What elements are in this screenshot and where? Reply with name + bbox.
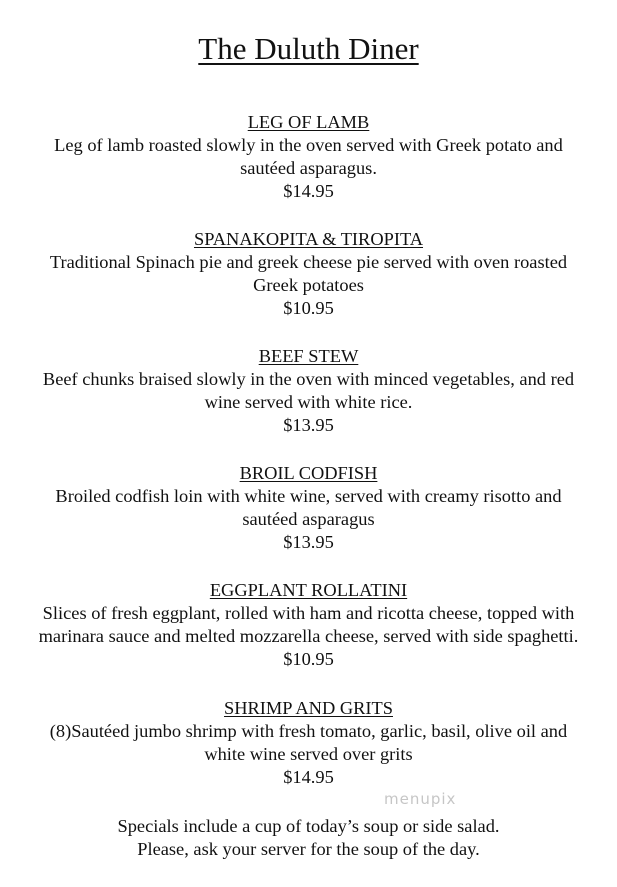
item-name: BEEF STEW [258, 346, 359, 366]
item-price: $14.95 [283, 767, 334, 787]
page-title [0, 30, 617, 68]
item-price: $13.95 [283, 415, 334, 435]
menu-item [0, 228, 617, 320]
item-name: BROIL CODFISH [239, 463, 378, 483]
menu-item [0, 462, 617, 554]
footer-line: Please, ask your server for the soup of the day. [137, 839, 480, 859]
item-price: $10.95 [283, 649, 334, 669]
item-price: $13.95 [283, 532, 334, 552]
item-name: SPANAKOPITA & TIROPITA [193, 229, 424, 249]
item-description: (8)Sautéed jumbo shrimp with fresh tomato, garlic, basil, olive oil and white wine served over grits [49, 721, 568, 764]
menu-item [0, 697, 617, 789]
item-name: LEG OF LAMB [247, 112, 370, 132]
item-description: Beef chunks braised slowly in the oven with minced vegetables, and red wine served with white rice. [42, 369, 575, 412]
watermark: menupix [384, 790, 457, 808]
item-name: SHRIMP AND GRITS [224, 698, 393, 718]
menu-item [0, 111, 617, 203]
menu-item [0, 579, 617, 671]
item-description: Slices of fresh eggplant, rolled with ham and ricotta cheese, topped with marinara sauce and melted mozzarella cheese, served with side spaghetti. [38, 603, 579, 646]
item-price: $14.95 [283, 181, 334, 201]
restaurant-name: The Duluth Diner [198, 31, 419, 66]
item-name: EGGPLANT ROLLATINI [209, 580, 408, 600]
menu-item [0, 345, 617, 437]
item-description: Traditional Spinach pie and greek cheese pie served with oven roasted Greek potatoes [49, 252, 568, 295]
item-description: Leg of lamb roasted slowly in the oven served with Greek potato and sautéed asparagus. [54, 135, 563, 178]
item-name-row [0, 111, 617, 134]
item-price: $10.95 [283, 298, 334, 318]
specials-note [0, 815, 617, 861]
item-description: Broiled codfish loin with white wine, served with creamy risotto and sautéed asparagus [55, 486, 562, 529]
footer-line: Specials include a cup of today’s soup or side salad. [117, 816, 500, 836]
